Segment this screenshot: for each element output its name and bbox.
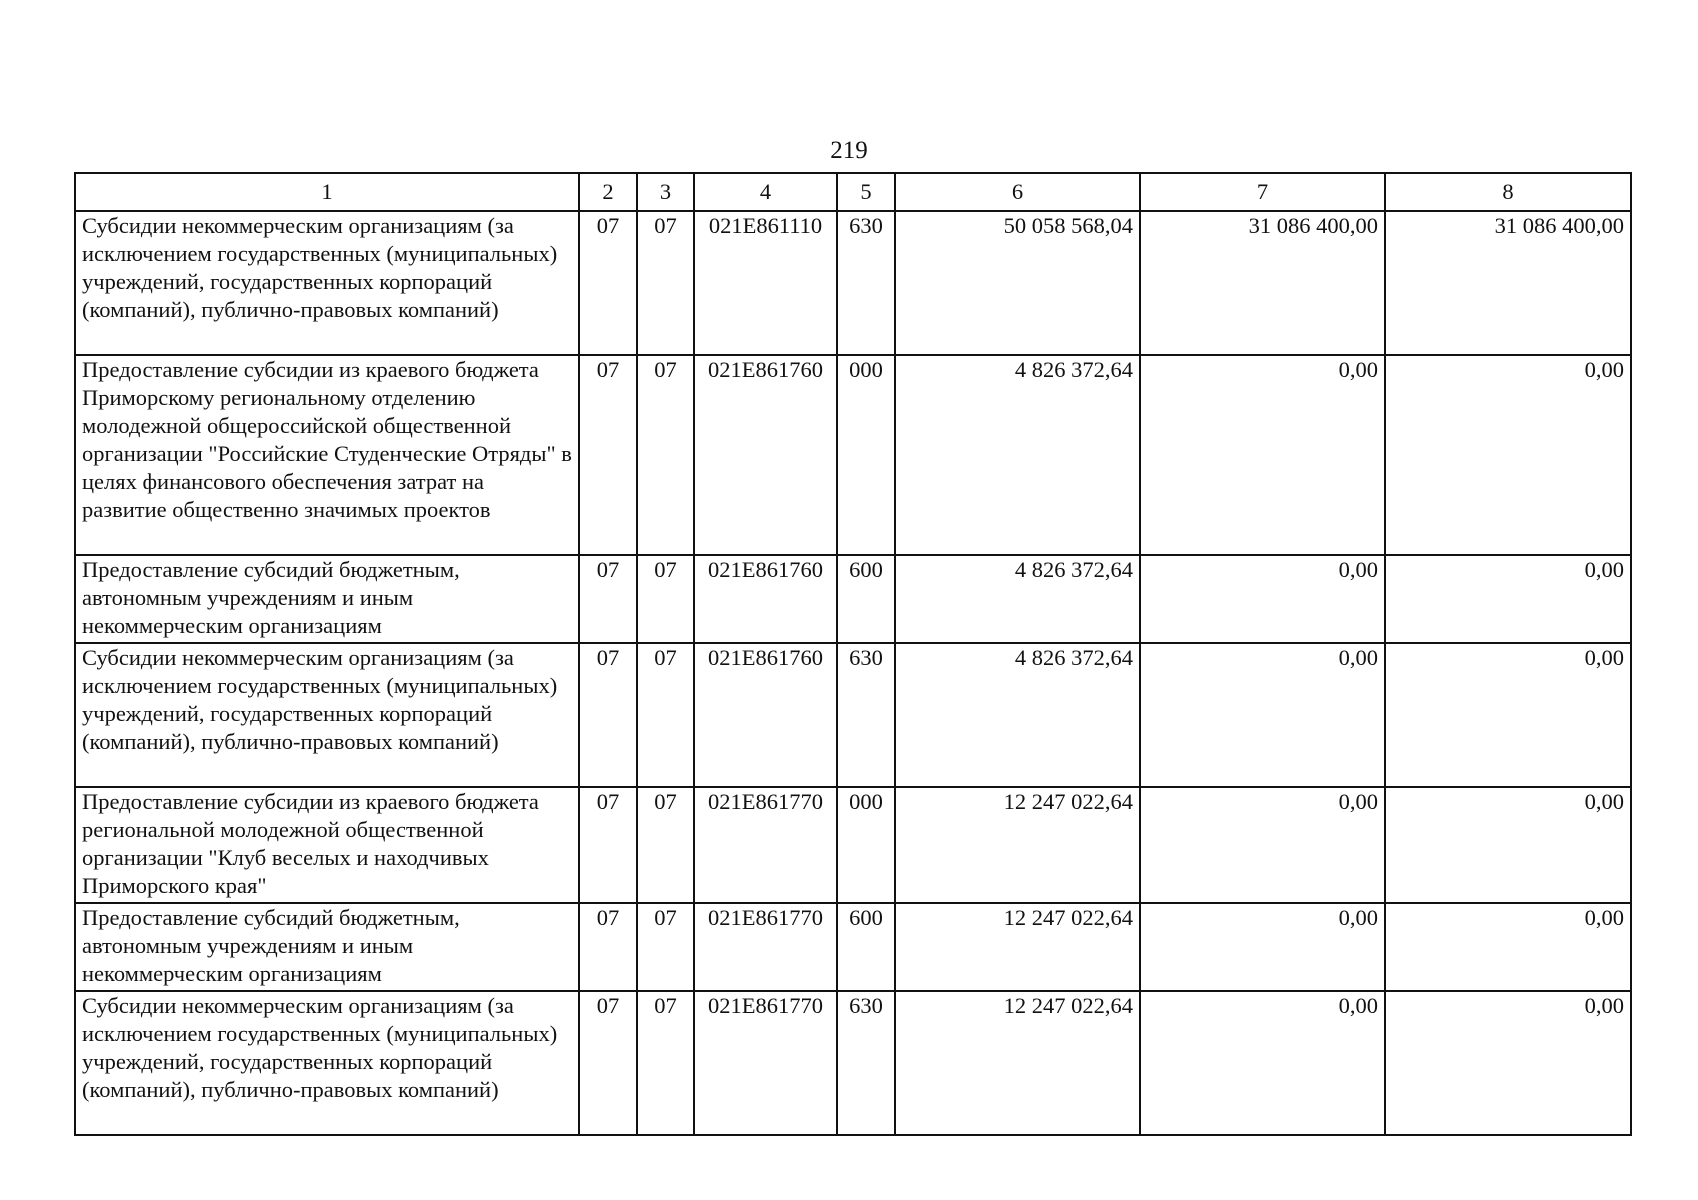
- page-number: 219: [830, 137, 868, 164]
- row-description: Предоставление субсидий бюджетным, автономным учреждениям и иным некоммерческим организациям: [75, 555, 579, 643]
- row-description: Предоставление субсидии из краевого бюджета региональной молодежной общественной организации "Клуб веселых и находчивых Приморского края": [75, 787, 579, 903]
- table-header-row: [75, 173, 1631, 211]
- table-row: [75, 555, 1631, 643]
- table-row: [75, 991, 1631, 1135]
- row-target-code: 021E861770: [694, 903, 837, 991]
- row-amount-6: 4 826 372,64: [895, 555, 1140, 643]
- row-amount-8: 0,00: [1385, 555, 1631, 643]
- table-row: [75, 903, 1631, 991]
- row-amount-6: 4 826 372,64: [895, 355, 1140, 555]
- table-row: [75, 643, 1631, 787]
- row-section: 07: [579, 643, 637, 787]
- row-description: Предоставление субсидии из краевого бюджета Приморскому региональному отделению молодежной общероссийской общественной организации "Российские Студенческие Отряды" в целях финансового обеспечения затрат на развитие общественно значимых проектов: [75, 355, 579, 555]
- row-subsection: 07: [637, 643, 694, 787]
- column-header-6: 6: [895, 173, 1140, 211]
- row-amount-6: 12 247 022,64: [895, 787, 1140, 903]
- table-row: [75, 787, 1631, 903]
- column-header-5: 5: [837, 173, 895, 211]
- row-subsection: 07: [637, 355, 694, 555]
- row-section: 07: [579, 991, 637, 1135]
- row-amount-8: 0,00: [1385, 355, 1631, 555]
- row-expense-type: 630: [837, 211, 895, 355]
- row-target-code: 021E861760: [694, 355, 837, 555]
- row-amount-7: 0,00: [1140, 355, 1385, 555]
- row-amount-6: 12 247 022,64: [895, 903, 1140, 991]
- row-expense-type: 600: [837, 903, 895, 991]
- row-expense-type: 600: [837, 555, 895, 643]
- column-header-1: 1: [75, 173, 579, 211]
- row-section: 07: [579, 211, 637, 355]
- row-subsection: 07: [637, 787, 694, 903]
- row-amount-6: 50 058 568,04: [895, 211, 1140, 355]
- row-target-code: 021E861760: [694, 643, 837, 787]
- row-amount-8: 31 086 400,00: [1385, 211, 1631, 355]
- row-target-code: 021E861770: [694, 991, 837, 1135]
- row-description: Субсидии некоммерческим организациям (за исключением государственных (муниципальных) учреждений, государственных корпораций (компаний), публично-правовых компаний): [75, 991, 579, 1135]
- column-header-8: 8: [1385, 173, 1631, 211]
- row-amount-7: 0,00: [1140, 555, 1385, 643]
- table-row: [75, 211, 1631, 355]
- row-subsection: 07: [637, 903, 694, 991]
- column-header-2: 2: [579, 173, 637, 211]
- row-amount-7: 0,00: [1140, 787, 1385, 903]
- row-amount-8: 0,00: [1385, 643, 1631, 787]
- row-amount-6: 12 247 022,64: [895, 991, 1140, 1135]
- column-header-7: 7: [1140, 173, 1385, 211]
- column-header-3: 3: [637, 173, 694, 211]
- row-subsection: 07: [637, 211, 694, 355]
- row-expense-type: 630: [837, 643, 895, 787]
- row-section: 07: [579, 355, 637, 555]
- row-description: Субсидии некоммерческим организациям (за исключением государственных (муниципальных) учреждений, государственных корпораций (компаний), публично-правовых компаний): [75, 643, 579, 787]
- table-row: [75, 355, 1631, 555]
- row-amount-7: 0,00: [1140, 643, 1385, 787]
- row-amount-8: 0,00: [1385, 903, 1631, 991]
- row-amount-7: 31 086 400,00: [1140, 211, 1385, 355]
- column-header-4: 4: [694, 173, 837, 211]
- row-description: Субсидии некоммерческим организациям (за исключением государственных (муниципальных) учреждений, государственных корпораций (компаний), публично-правовых компаний): [75, 211, 579, 355]
- row-amount-8: 0,00: [1385, 991, 1631, 1135]
- row-section: 07: [579, 903, 637, 991]
- row-target-code: 021E861760: [694, 555, 837, 643]
- row-section: 07: [579, 787, 637, 903]
- row-amount-7: 0,00: [1140, 903, 1385, 991]
- row-section: 07: [579, 555, 637, 643]
- row-subsection: 07: [637, 991, 694, 1135]
- row-amount-7: 0,00: [1140, 991, 1385, 1135]
- row-target-code: 021E861770: [694, 787, 837, 903]
- row-description: Предоставление субсидий бюджетным, автономным учреждениям и иным некоммерческим организациям: [75, 903, 579, 991]
- budget-table: [74, 172, 1632, 1136]
- row-amount-8: 0,00: [1385, 787, 1631, 903]
- row-subsection: 07: [637, 555, 694, 643]
- row-amount-6: 4 826 372,64: [895, 643, 1140, 787]
- row-expense-type: 000: [837, 355, 895, 555]
- row-expense-type: 630: [837, 991, 895, 1135]
- row-target-code: 021E861110: [694, 211, 837, 355]
- row-expense-type: 000: [837, 787, 895, 903]
